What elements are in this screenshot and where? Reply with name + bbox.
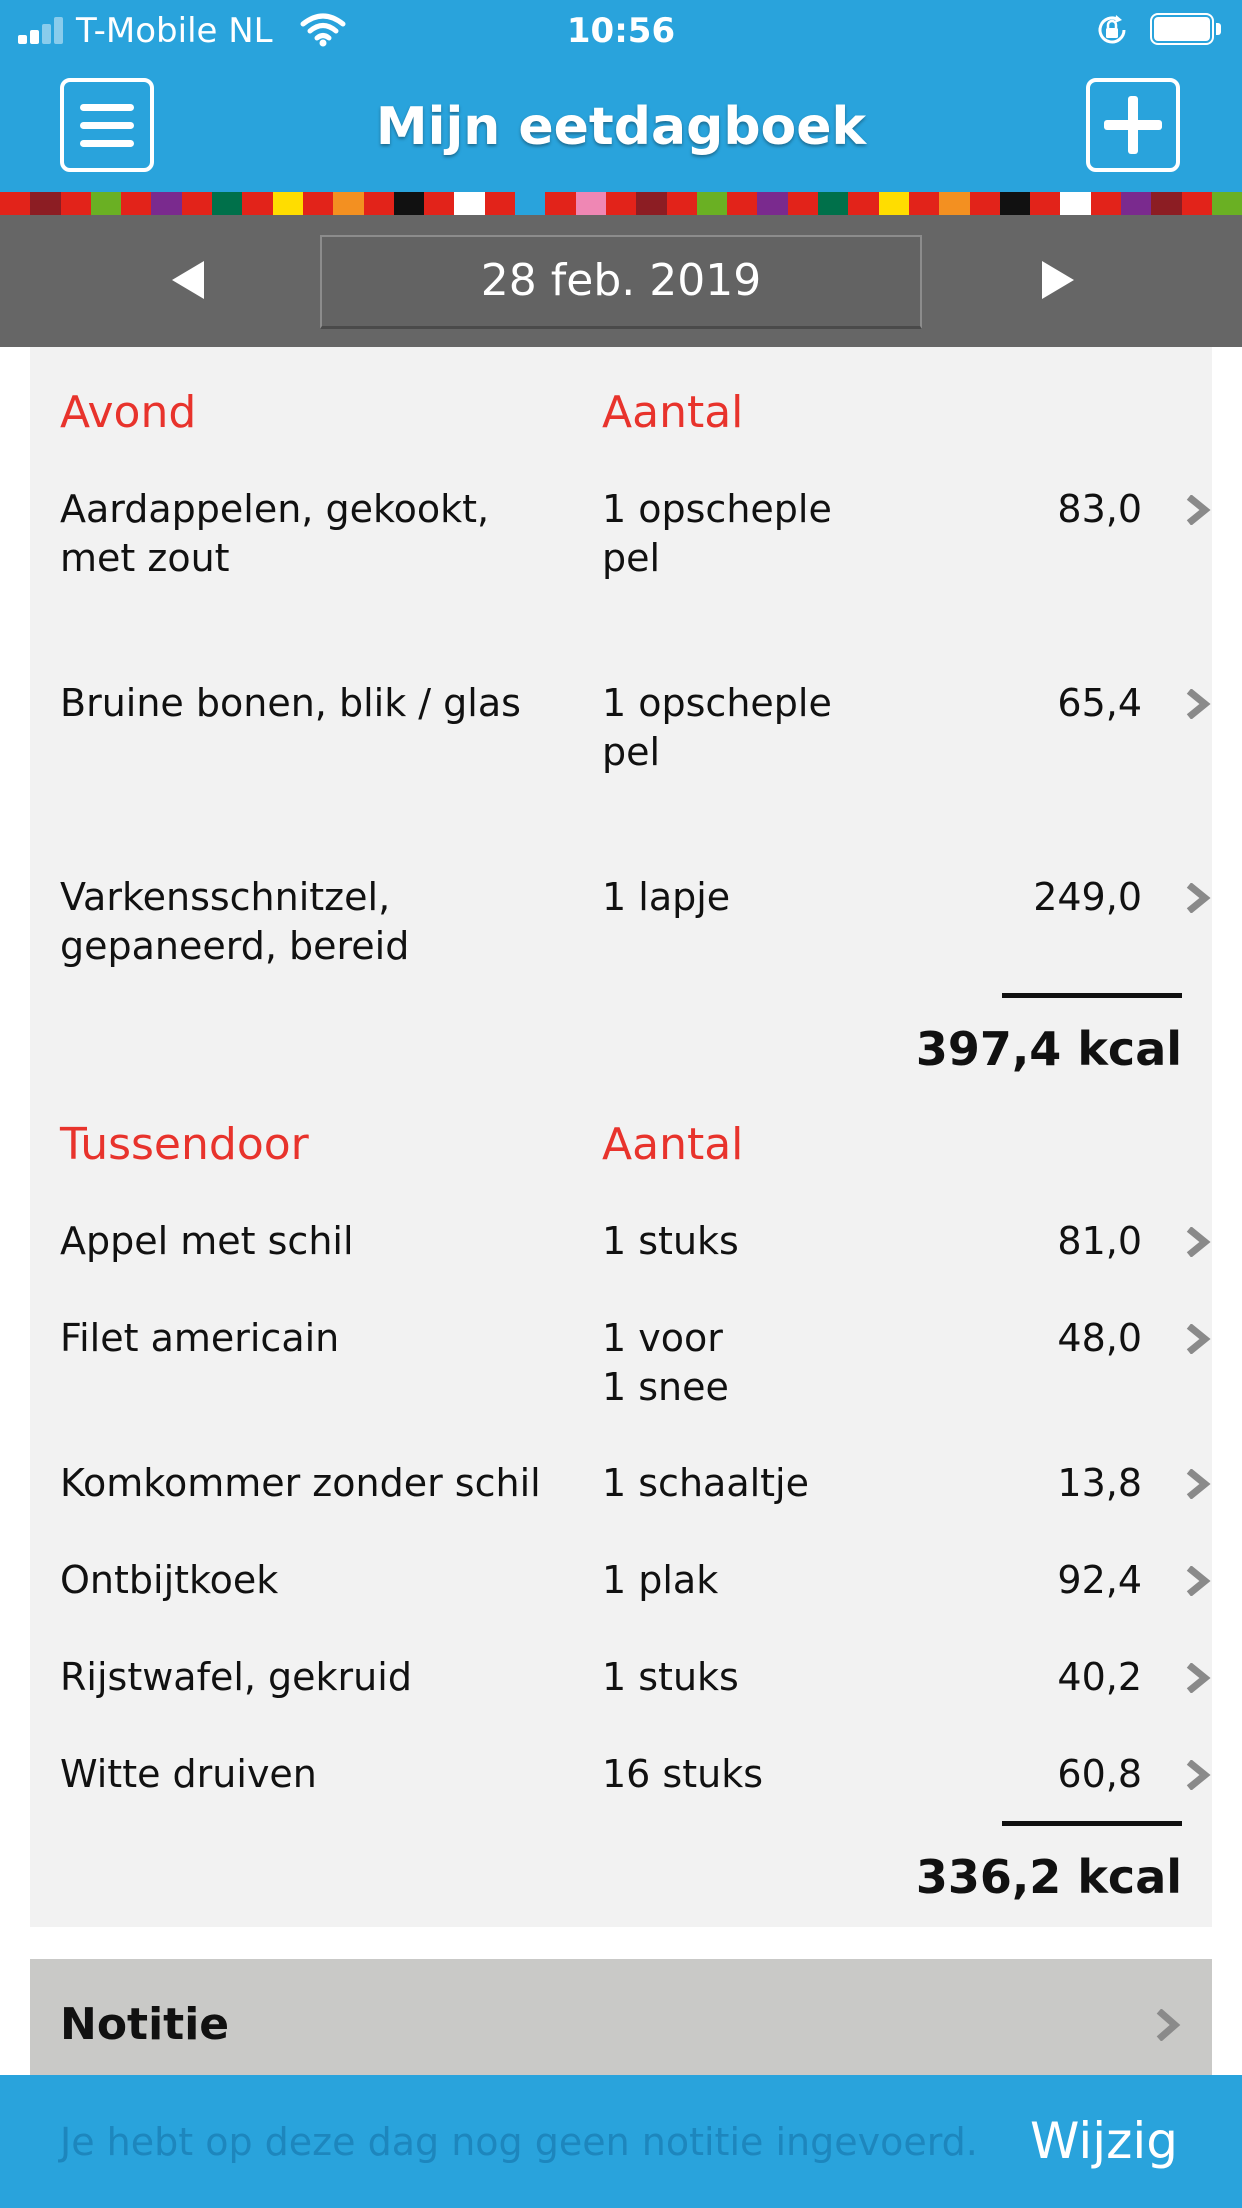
- note-empty-message: Je hebt op deze dag nog geen notitie ingevoerd.: [60, 2120, 978, 2164]
- date-navigation: [0, 215, 1242, 347]
- food-quantity: 1 opscheplepel: [602, 487, 832, 580]
- edit-note-button[interactable]: Wijzig: [1030, 2112, 1178, 2170]
- stripe-segment: [848, 192, 878, 215]
- stripe-segment: [667, 192, 697, 215]
- section-title: Avond: [60, 387, 197, 438]
- stripe-segment: [1091, 192, 1121, 215]
- date-selector[interactable]: 28 feb. 2019: [320, 235, 922, 329]
- food-entry-row[interactable]: [60, 485, 1212, 635]
- chevron-right-icon: [1185, 1566, 1211, 1596]
- food-entry-row[interactable]: [60, 679, 1212, 829]
- chevron-right-icon: [1185, 495, 1211, 525]
- food-name: Varkensschnitzel, gepaneerd, bereid: [60, 875, 410, 968]
- carrier-name: T-Mobile NL: [76, 11, 273, 51]
- stripe-segment: [121, 192, 151, 215]
- stripe-segment: [30, 192, 60, 215]
- stripe-segment: [606, 192, 636, 215]
- food-kcal: 60,8: [1057, 1752, 1142, 1796]
- stripe-segment: [697, 192, 727, 215]
- stripe-segment: [576, 192, 606, 215]
- section-header-avond: [60, 383, 1182, 443]
- page-title: Mijn eetdagboek: [375, 97, 867, 157]
- stripe-segment: [727, 192, 757, 215]
- stripe-segment: [909, 192, 939, 215]
- stripe-segment: [515, 192, 545, 215]
- food-kcal: 83,0: [1057, 487, 1142, 531]
- stripe-segment: [1121, 192, 1151, 215]
- food-kcal: 65,4: [1057, 681, 1142, 725]
- section-total: 336,2 kcal: [915, 1850, 1182, 1904]
- status-bar: [0, 0, 1242, 62]
- food-name: Filet americain: [60, 1316, 340, 1360]
- stripe-segment: [1182, 192, 1212, 215]
- food-name: Rijstwafel, gekruid: [60, 1655, 412, 1699]
- note-footer-bar: [0, 2075, 1242, 2208]
- food-quantity: 1 stuks: [602, 1219, 739, 1263]
- rotation-lock-icon: [1094, 12, 1130, 48]
- stripe-segment: [303, 192, 333, 215]
- note-row[interactable]: [30, 1959, 1212, 2091]
- stripe-segment: [1060, 192, 1090, 215]
- stripe-segment: [636, 192, 666, 215]
- food-quantity: 1 schaaltje: [602, 1461, 809, 1505]
- status-time: 10:56: [566, 11, 676, 51]
- chevron-right-icon: [1185, 1469, 1211, 1499]
- chevron-right-icon: [1185, 1227, 1211, 1257]
- food-entry-row[interactable]: [60, 1750, 1212, 1810]
- stripe-segment: [364, 192, 394, 215]
- diary-panel: [30, 347, 1212, 1927]
- food-name: Aardappelen, gekookt, met zout: [60, 487, 490, 580]
- food-entry-row[interactable]: [60, 1653, 1212, 1713]
- app-header: [0, 62, 1242, 192]
- stripe-segment: [879, 192, 909, 215]
- food-entry-row[interactable]: [60, 1556, 1212, 1616]
- chevron-right-icon: [1185, 1324, 1211, 1354]
- quantity-column-header: Aantal: [602, 1119, 744, 1170]
- food-quantity: 1 stuks: [602, 1655, 739, 1699]
- battery-icon: [1150, 13, 1224, 47]
- stripe-segment: [151, 192, 181, 215]
- triangle-left-icon: [172, 261, 204, 299]
- food-quantity: 1 opscheplepel: [602, 681, 832, 774]
- previous-day-button[interactable]: [160, 255, 220, 305]
- stripe-segment: [818, 192, 848, 215]
- color-stripe: [0, 192, 1242, 215]
- stripe-segment: [182, 192, 212, 215]
- food-name: Komkommer zonder schil: [60, 1461, 541, 1505]
- food-name: Appel met schil: [60, 1219, 354, 1263]
- stripe-segment: [212, 192, 242, 215]
- food-kcal: 81,0: [1057, 1219, 1142, 1263]
- chevron-right-icon: [1185, 1663, 1211, 1693]
- stripe-segment: [424, 192, 454, 215]
- food-entry-row[interactable]: [60, 1217, 1212, 1277]
- food-kcal: 13,8: [1057, 1461, 1142, 1505]
- stripe-segment: [970, 192, 1000, 215]
- chevron-right-icon: [1185, 883, 1211, 913]
- stripe-segment: [757, 192, 787, 215]
- total-divider: [1002, 1821, 1182, 1826]
- note-title: Notitie: [60, 1999, 230, 2050]
- chevron-right-icon: [1155, 2009, 1181, 2041]
- food-entry-row[interactable]: [60, 1459, 1212, 1519]
- food-quantity: 1 plak: [602, 1558, 719, 1602]
- food-quantity: 1 lapje: [602, 875, 731, 919]
- triangle-right-icon: [1042, 261, 1074, 299]
- stripe-segment: [545, 192, 575, 215]
- stripe-segment: [394, 192, 424, 215]
- food-kcal: 48,0: [1057, 1316, 1142, 1360]
- total-divider: [1002, 993, 1182, 998]
- stripe-segment: [0, 192, 30, 215]
- food-quantity: 16 stuks: [602, 1752, 764, 1796]
- stripe-segment: [333, 192, 363, 215]
- stripe-segment: [1151, 192, 1181, 215]
- food-name: Witte druiven: [60, 1752, 317, 1796]
- section-title: Tussendoor: [60, 1119, 309, 1170]
- stripe-segment: [1000, 192, 1030, 215]
- food-kcal: 249,0: [1033, 875, 1142, 919]
- chevron-right-icon: [1185, 1760, 1211, 1790]
- hamburger-menu-icon: [80, 104, 134, 111]
- food-kcal: 40,2: [1057, 1655, 1142, 1699]
- stripe-segment: [242, 192, 272, 215]
- stripe-segment: [454, 192, 484, 215]
- food-kcal: 92,4: [1057, 1558, 1142, 1602]
- food-quantity: 1 voor 1 snee: [602, 1316, 729, 1409]
- add-entry-button[interactable]: [1086, 78, 1180, 172]
- section-total: 397,4 kcal: [915, 1022, 1182, 1076]
- food-name: Ontbijtkoek: [60, 1558, 279, 1602]
- stripe-segment: [788, 192, 818, 215]
- next-day-button[interactable]: [1026, 255, 1086, 305]
- quantity-column-header: Aantal: [602, 387, 744, 438]
- menu-button[interactable]: [60, 78, 154, 172]
- stripe-segment: [61, 192, 91, 215]
- chevron-right-icon: [1185, 689, 1211, 719]
- stripe-segment: [91, 192, 121, 215]
- stripe-segment: [939, 192, 969, 215]
- stripe-segment: [1212, 192, 1242, 215]
- stripe-segment: [273, 192, 303, 215]
- food-entry-row[interactable]: [60, 1314, 1212, 1414]
- stripe-segment: [1030, 192, 1060, 215]
- section-header-tussendoor: [60, 1115, 1182, 1175]
- food-name: Bruine bonen, blik / glas: [60, 681, 521, 725]
- food-entry-row[interactable]: [60, 873, 1212, 973]
- stripe-segment: [485, 192, 515, 215]
